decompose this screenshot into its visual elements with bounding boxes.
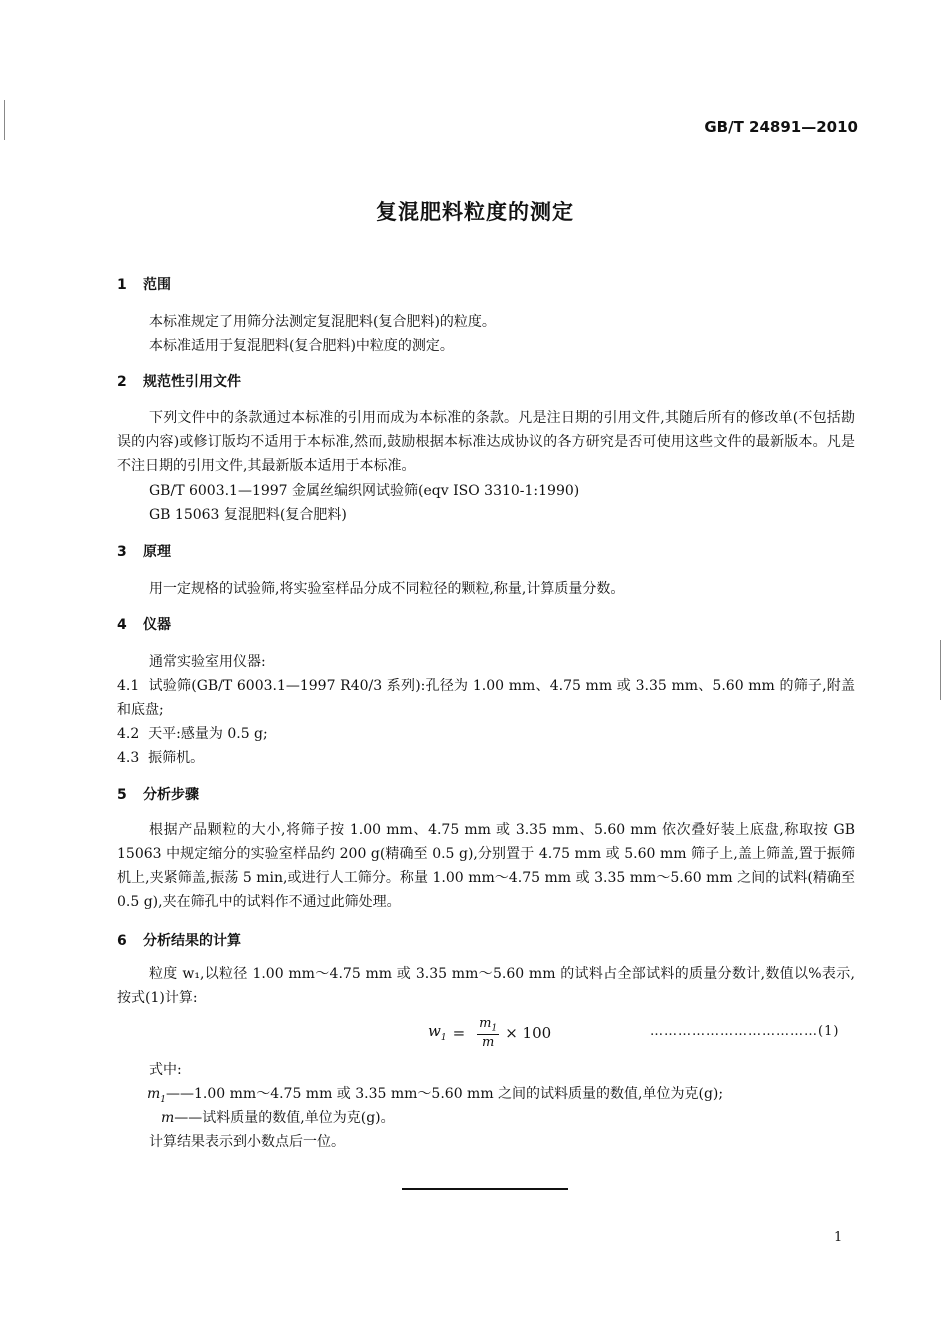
- section-title: 分析步骤: [143, 787, 199, 803]
- reference-item: GB/T 6003.1—1997 金属丝编织网试验筛(eqv ISO 3310-1:1990): [149, 483, 580, 499]
- list-item: [117, 674, 855, 722]
- item-number: 4.2: [117, 726, 140, 742]
- paragraph: 下列文件中的条款通过本标准的引用而成为本标准的条款。凡是注日期的引用文件,其随后所有的修改单(不包括勘误的内容)或修订版均不适用于本标准,然而,鼓励根据本标准达成协议的各方研究是否可使用这些文件的最新版本。凡是不注日期的引用文件,其最新版本适用于本标准。: [117, 410, 855, 474]
- paragraph: 本标准适用于复混肥料(复合肥料)中粒度的测定。: [149, 338, 454, 354]
- definition-item: [161, 1106, 395, 1130]
- definition-text: ——1.00 mm～4.75 mm 或 3.35 mm～5.60 mm 之间的试料质量的数值,单位为克(g);: [166, 1086, 724, 1102]
- standard-code: GB/T 24891—2010: [704, 118, 858, 136]
- where-label: 式中:: [149, 1062, 182, 1078]
- section-number: 2: [117, 374, 127, 390]
- paragraph: 计算结果表示到小数点后一位。: [149, 1134, 345, 1150]
- paragraph: 粒度 w₁,以粒径 1.00 mm～4.75 mm 或 3.35 mm～5.60 mm 的试料占全部试料的质量分数计,数值以%表示,按式(1)计算:: [117, 966, 855, 1006]
- section-title: 仪器: [143, 617, 171, 633]
- definition-symbol: $m_1$: [147, 1086, 167, 1105]
- paragraph: 通常实验室用仪器:: [149, 654, 266, 670]
- formula-fraction: [477, 1016, 499, 1050]
- formula-numerator: $m_1$: [479, 1016, 498, 1034]
- section-number: 4: [117, 617, 127, 633]
- reference-item: GB 15063 复混肥料(复合肥料): [149, 507, 347, 523]
- end-rule: [402, 1188, 568, 1190]
- formula-lhs: $w_1$: [428, 1022, 447, 1044]
- item-text: 天平:感量为 0.5 g;: [148, 726, 268, 742]
- formula-1: [428, 1016, 551, 1050]
- section-title: 范围: [143, 277, 171, 293]
- scan-artifact: [940, 640, 941, 700]
- item-number: 4.3: [117, 750, 140, 766]
- document-title: 复混肥料粒度的测定: [376, 200, 574, 224]
- item-text: 试验筛(GB/T 6003.1—1997 R40/3 系列):孔径为 1.00 mm、4.75 mm 或 3.35 mm、5.60 mm 的筛子,附盖和底盘;: [117, 678, 855, 718]
- formula-denominator: m: [482, 1034, 495, 1050]
- section-title: 规范性引用文件: [143, 374, 241, 390]
- formula-rhs: × 100: [505, 1023, 552, 1042]
- section-title: 分析结果的计算: [143, 933, 241, 949]
- section-heading-4: [117, 614, 171, 634]
- section-heading-2: [117, 371, 241, 391]
- section-number: 1: [117, 277, 127, 293]
- definition-symbol: m: [161, 1110, 175, 1126]
- definition-text: ——试料质量的数值,单位为克(g)。: [174, 1110, 395, 1126]
- section-heading-3: [117, 541, 171, 561]
- paragraph: 本标准规定了用筛分法测定复混肥料(复合肥料)的粒度。: [149, 314, 496, 330]
- section-number: 3: [117, 544, 127, 560]
- section-heading-5: [117, 784, 199, 804]
- section-heading-1: [117, 274, 171, 294]
- list-item: [117, 722, 268, 746]
- paragraph: 用一定规格的试验筛,将实验室样品分成不同粒径的颗粒,称量,计算质量分数。: [149, 581, 625, 597]
- section-title: 原理: [143, 544, 171, 560]
- item-number: 4.1: [117, 678, 140, 694]
- equation-number: ………………………………(1): [650, 1024, 840, 1039]
- section-number: 6: [117, 933, 127, 949]
- section-heading-6: [117, 930, 241, 950]
- item-text: 振筛机。: [148, 750, 205, 766]
- paragraph: 根据产品颗粒的大小,将筛子按 1.00 mm、4.75 mm 或 3.35 mm、5.60 mm 依次叠好装上底盘,称取按 GB 15063 中规定缩分的实验室样品约 200 g(精确至 0.5 g),分别置于 4.75 mm 或 5.60 mm 筛子上,盖上筛盖,置于振筛机上,夹紧筛盖,振荡 5 min,或进行人工筛分。称量 1.00 mm～4.75 mm 或 3.35 mm～5.60 mm 之间的试料(精确至 0.5 g),夹在筛孔中的试料作不通过此筛处理。: [117, 822, 855, 910]
- page-number: 1: [834, 1230, 843, 1245]
- formula-equals: =: [452, 1023, 466, 1042]
- list-item: [117, 746, 204, 770]
- section-number: 5: [117, 787, 127, 803]
